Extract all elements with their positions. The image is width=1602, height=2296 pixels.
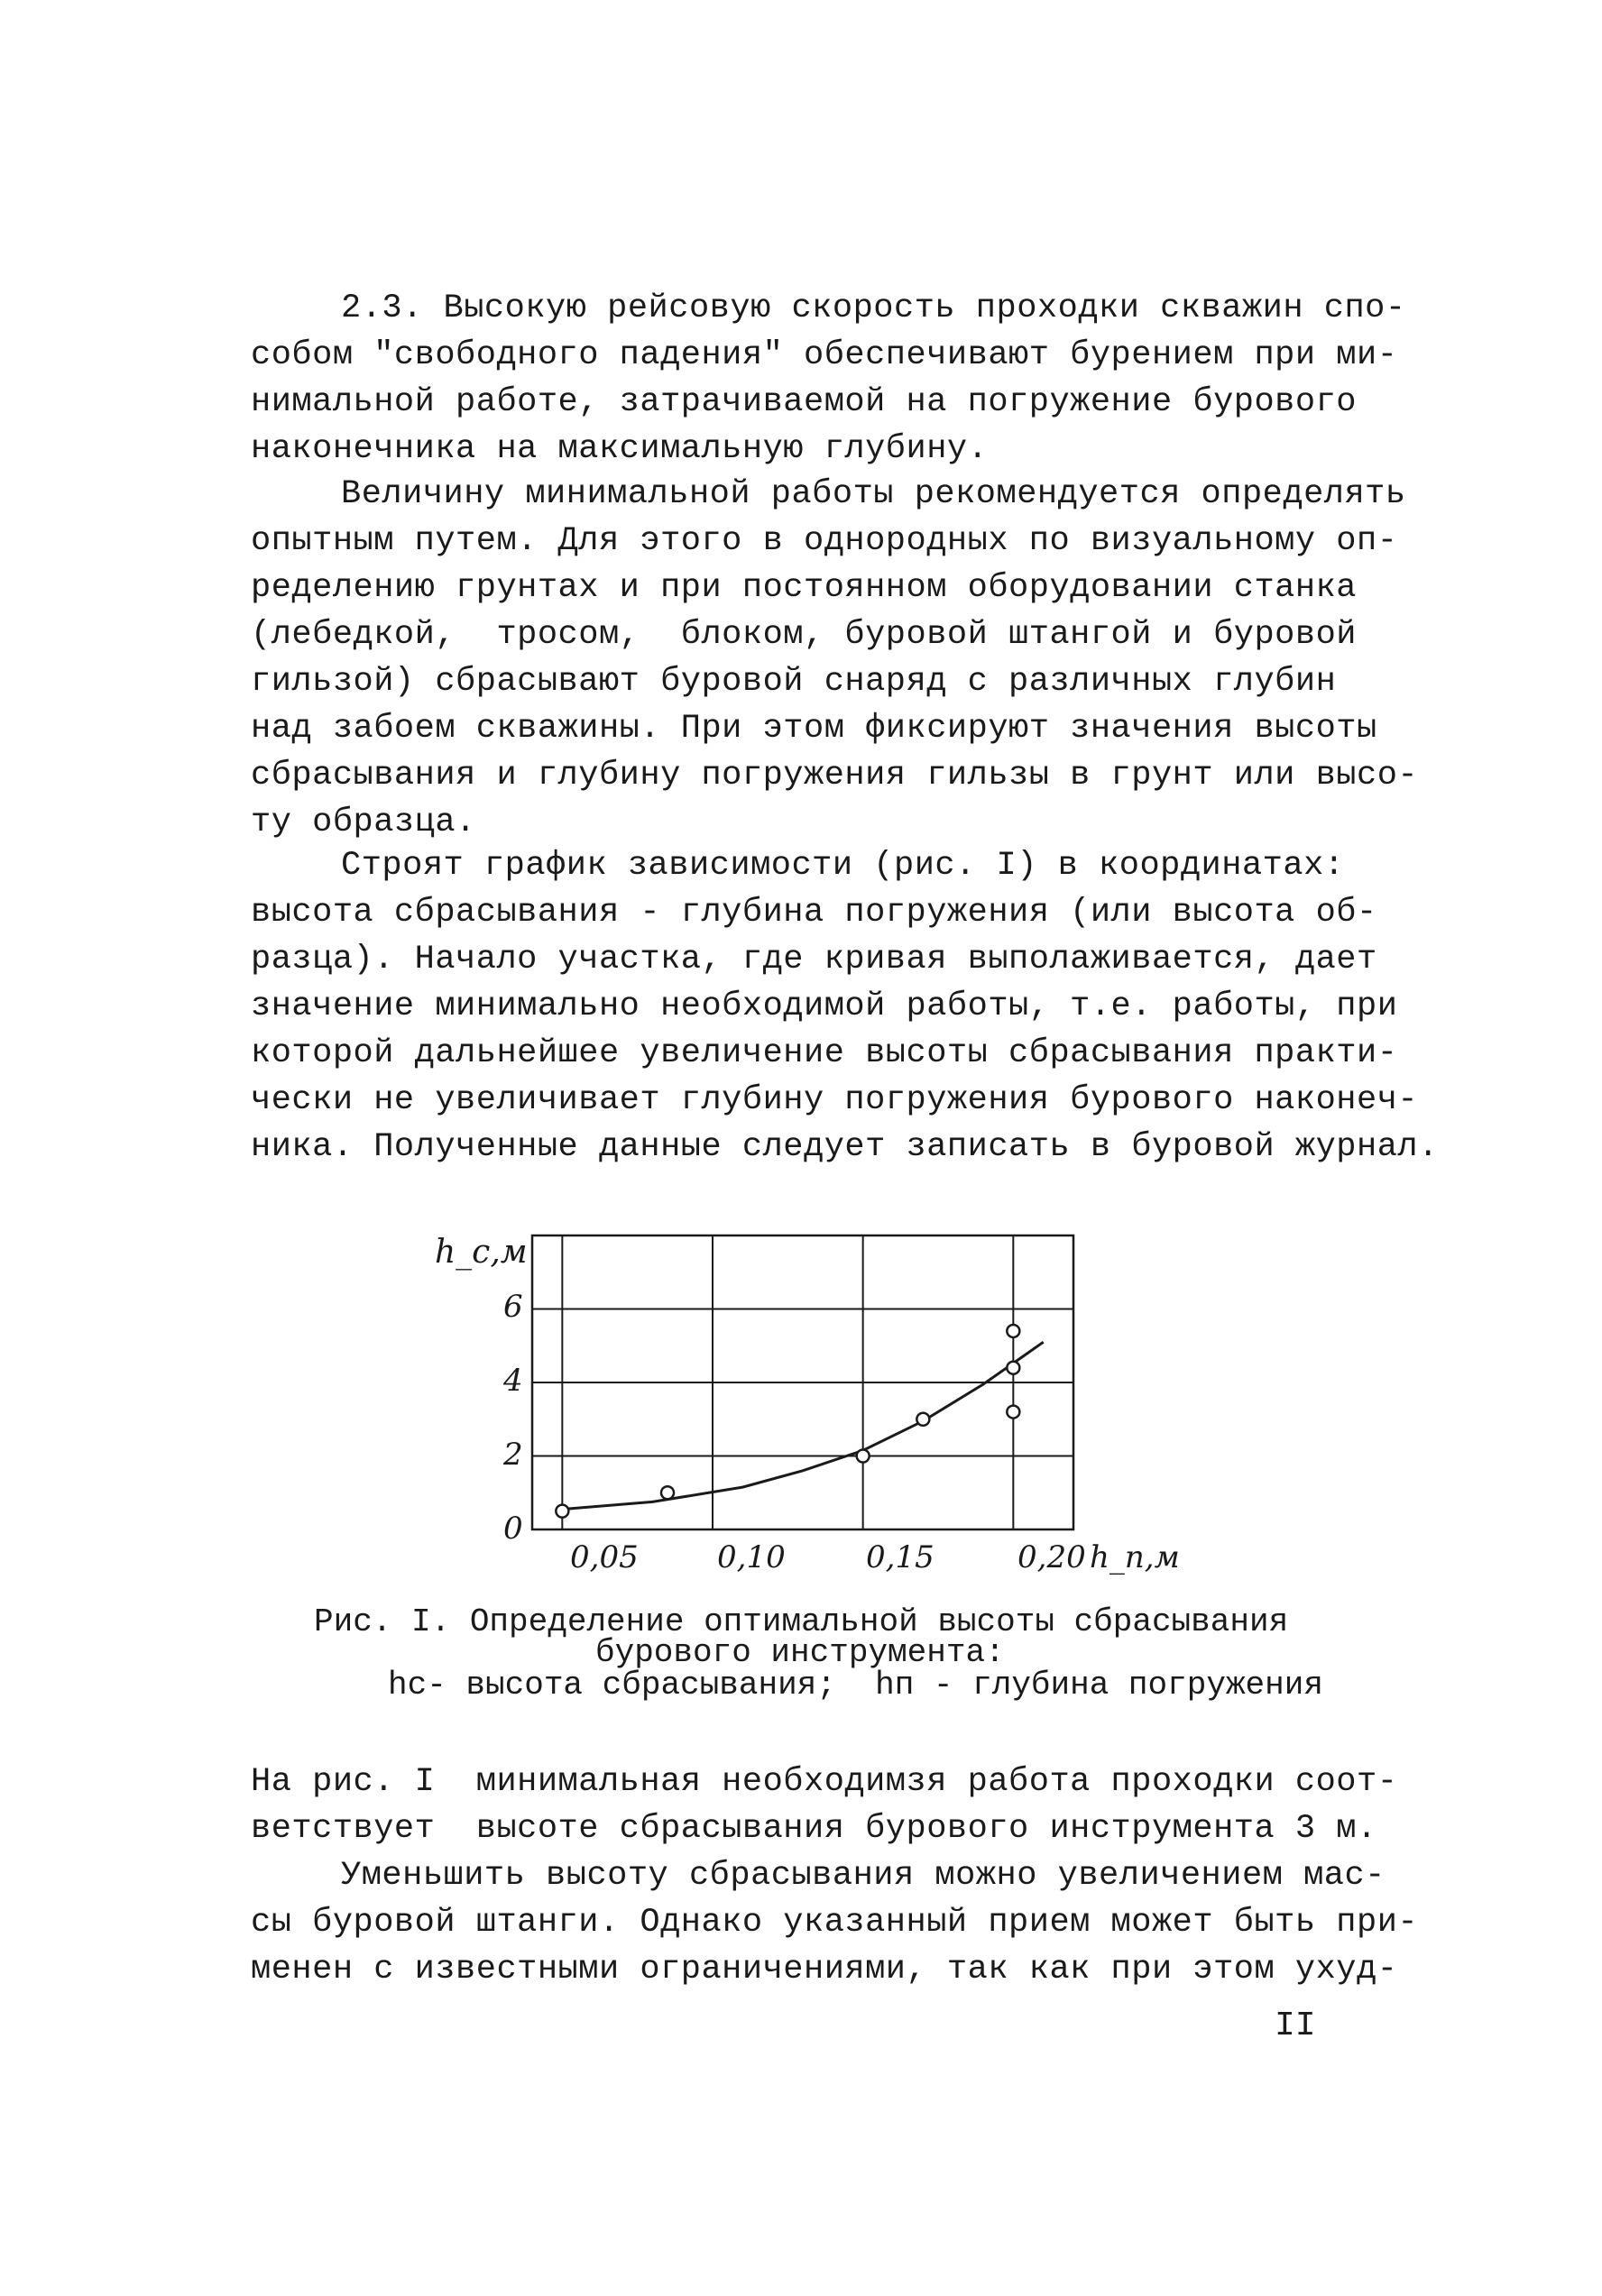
text-line: сбрасывания и глубину погружения гильзы в грунт или высо- [251, 757, 1419, 794]
text-line: над забоем скважины. При этом фиксируют значения высоты [251, 710, 1377, 748]
text-line: опытным путем. Для этого в однородных по визуальному оп- [251, 522, 1398, 560]
text-line: разца). Начало участка, где кривая выполаживается, дает [251, 941, 1377, 978]
x-tick-label: 0,05 [570, 1539, 639, 1575]
fit-curve-line [562, 1342, 1043, 1509]
paragraph-3 [251, 842, 1439, 1171]
text-line: гильзой) сбрасывают буровой снаряд с различных глубин [251, 663, 1337, 701]
x-tick-label: 0,20 [1017, 1539, 1086, 1575]
text-line: 2.3. Высокую рейсовую скорость проходки скважин спо- [341, 289, 1406, 327]
text-line: наконечника на максимальную глубину. [251, 430, 989, 468]
text-line: Строят график зависимости (рис. I) в координатах: [341, 847, 1345, 885]
paragraph-2 [251, 471, 1418, 846]
chart-points [556, 1325, 1019, 1518]
text-line: нимальной работе, затрачиваемой на погружение бурового [251, 383, 1357, 421]
x-tick-label: 0,10 [717, 1539, 786, 1575]
text-line: Величину минимальной работы рекомендуется определять [341, 475, 1406, 513]
data-point [1007, 1325, 1019, 1337]
text-line: сы буровой штанги. Однако указанный прием может быть при- [251, 1904, 1419, 1942]
text-line: ника. Полученные данные следует записать в буровой журнал. [251, 1128, 1439, 1166]
y-tick-label: 6 [503, 1289, 523, 1325]
y-tick-label: 0 [503, 1511, 523, 1547]
text-line: чески не увеличивает глубину погружения бурового наконеч- [251, 1081, 1419, 1119]
text-line: собом "свободного падения" обеспечивают бурением при ми- [251, 336, 1398, 374]
paragraph-5 [251, 1852, 1418, 1993]
data-point [916, 1413, 929, 1426]
y-axis-label: h_c,м [435, 1234, 528, 1271]
text-line: ветствует высоте сбрасывания бурового инструмента 3 м. [251, 1810, 1377, 1848]
text-line: значение минимально необходимой работы, т.е. работы, при [251, 987, 1398, 1025]
figure-caption-line3: hс- высота сбрасывания; hп - глубина погружения [388, 1667, 1323, 1704]
figure-caption-line1: Рис. I. Определение оптимальной высоты сбрасывания [314, 1603, 1289, 1640]
text-line: ределению грунтах и при постоянном оборудовании станка [251, 569, 1357, 607]
page-number: II [1275, 2007, 1316, 2045]
chart-fit-curve [562, 1342, 1043, 1509]
text-line: (лебедкой, тросом, блоком, буровой штангой и буровой [251, 616, 1357, 654]
x-axis-label: h_п,м [1090, 1539, 1180, 1575]
text-line: менен с известными ограничениями, так как при этом ухуд- [251, 1951, 1398, 1988]
x-tick-label: 0,15 [866, 1539, 934, 1575]
paragraph-4 [251, 1759, 1397, 1852]
figure-caption-line2: бурового инструмента: [595, 1634, 1005, 1671]
data-point [1007, 1362, 1019, 1374]
data-point [556, 1505, 568, 1518]
data-point [1007, 1406, 1019, 1419]
text-line: На рис. I минимальная необходимзя работа проходки соот- [251, 1763, 1398, 1801]
chart-grid [532, 1235, 1073, 1529]
y-tick-labels [502, 1289, 523, 1547]
data-point [661, 1486, 674, 1499]
text-line: ту образца. [251, 804, 476, 841]
text-line: высота сбрасывания - глубина погружения (или высота об- [251, 894, 1377, 932]
data-point [857, 1450, 870, 1463]
x-tick-labels [570, 1539, 1086, 1575]
paragraph-1 [251, 285, 1406, 473]
text-line: которой дальнейшее увеличение высоты сбрасывания практи- [251, 1034, 1398, 1072]
y-tick-label: 2 [503, 1437, 523, 1473]
text-line: Уменьшить высоту сбрасывания можно увеличением мас- [341, 1857, 1386, 1895]
y-tick-label: 4 [503, 1363, 523, 1399]
figure-chart [0, 1226, 1602, 1605]
